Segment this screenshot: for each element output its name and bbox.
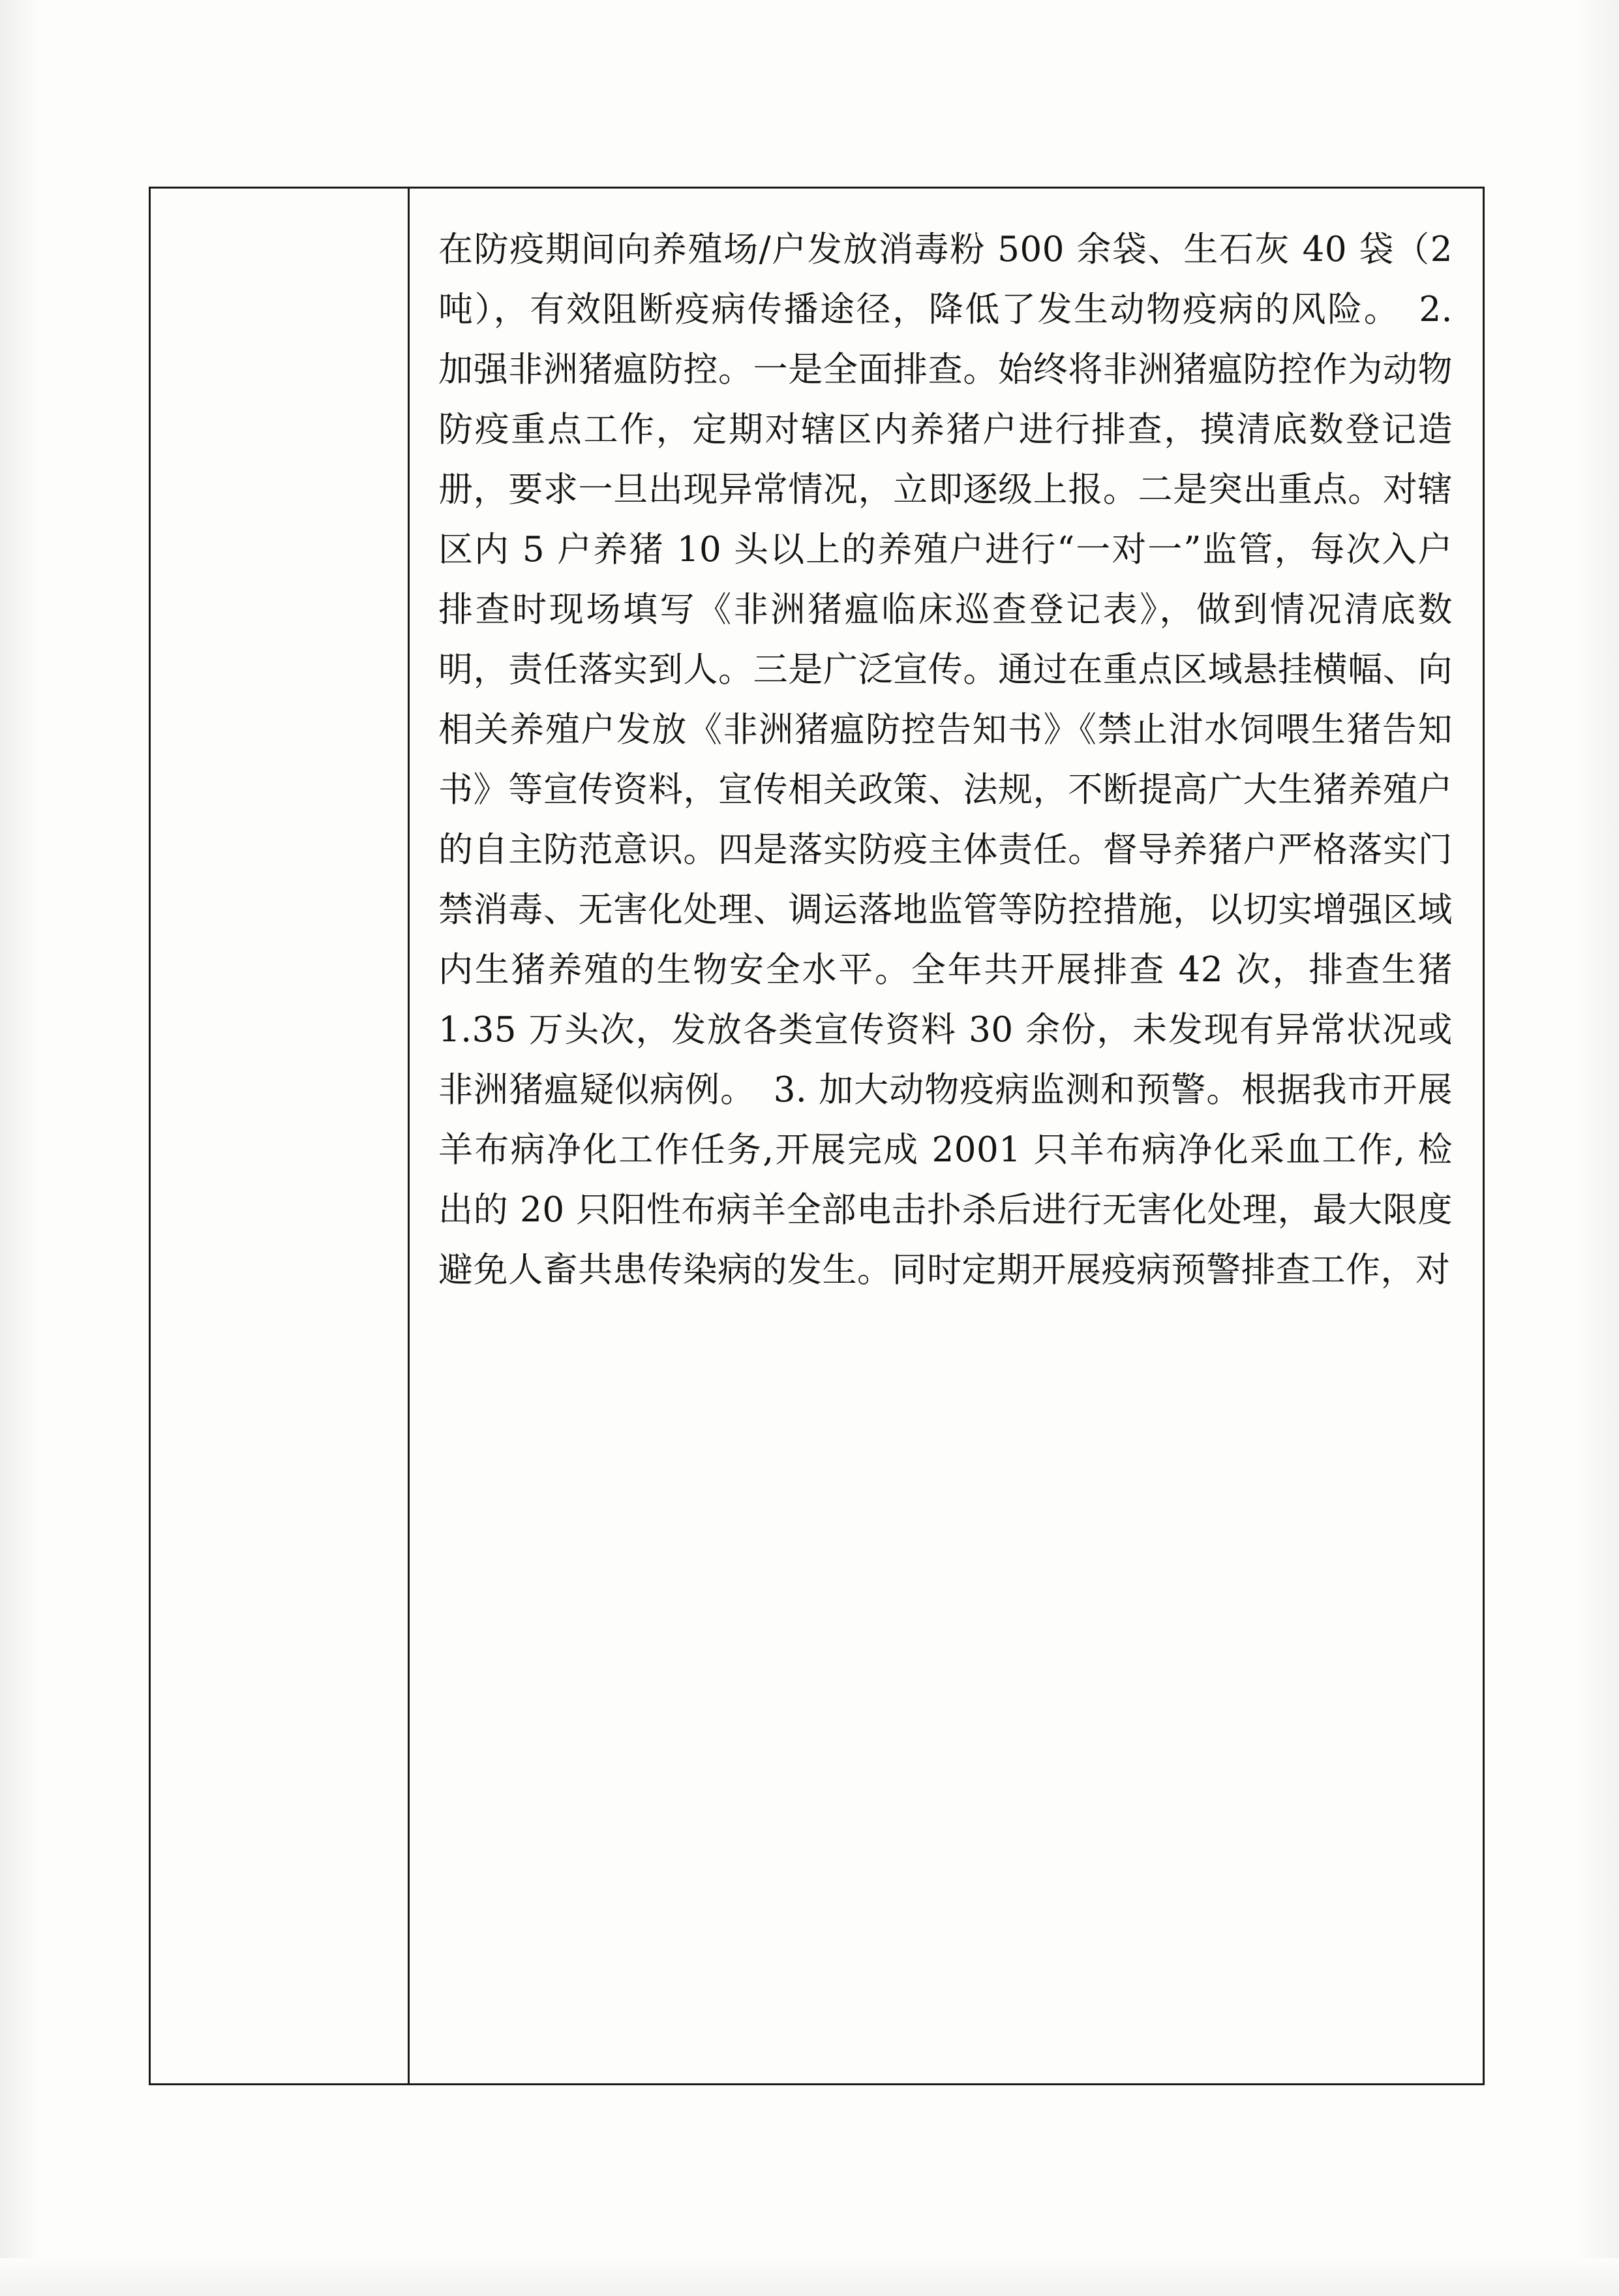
scan-edge-left xyxy=(0,0,40,2296)
table-label-column xyxy=(151,189,410,2083)
content-table xyxy=(149,187,1485,2085)
scan-edge-bottom xyxy=(0,2258,1619,2296)
table-body-column xyxy=(410,189,1483,2083)
body-paragraph: 在防疫期间向养殖场/户发放消毒粉 500 余袋、生石灰 40 袋（2 吨），有效阻断疫病传播途径，降低了发生动物疫病的风险。 2. 加强非洲猪瘟防控。一是全面排查。始终将非洲猪瘟防控作为动物防疫重点工作，定期对辖区内养猪户进行排查，摸清底数登记造册，要求一旦出现异常情况，立即逐级上报。二是突出重点。对辖区内 5 户养猪 10 头以上的养殖户进行“一对一”监管，每次入户排查时现场填写《非洲猪瘟临床巡查登记表》，做到情况清底数明，责任落实到人。三是广泛宣传。通过在重点区域悬挂横幅、向相关养殖户发放《非洲猪瘟防控告知书》《禁止泔水饲喂生猪告知书》等宣传资料，宣传相关政策、法规，不断提高广大生猪养殖户的自主防范意识。四是落实防疫主体责任。督导养猪户严格落实门禁消毒、无害化处理、调运落地监管等防控措施，以切实增强区域内生猪养殖的生物安全水平。全年共开展排查 42 次，排查生猪 1.35 万头次，发放各类宣传资料 30 余份，未发现有异常状况或非洲猪瘟疑似病例。 3. 加大动物疫病监测和预警。根据我市开展羊布病净化工作任务,开展完成 2001 只羊布病净化采血工作, 检出的 20 只阳性布病羊全部电击扑杀后进行无害化处理，最大限度避免人畜共患传染病的发生。同时定期开展疫病预警排查工作，对 xyxy=(438,230,1464,1290)
scan-edge-right xyxy=(1573,0,1619,2296)
table-label-text xyxy=(151,189,408,220)
